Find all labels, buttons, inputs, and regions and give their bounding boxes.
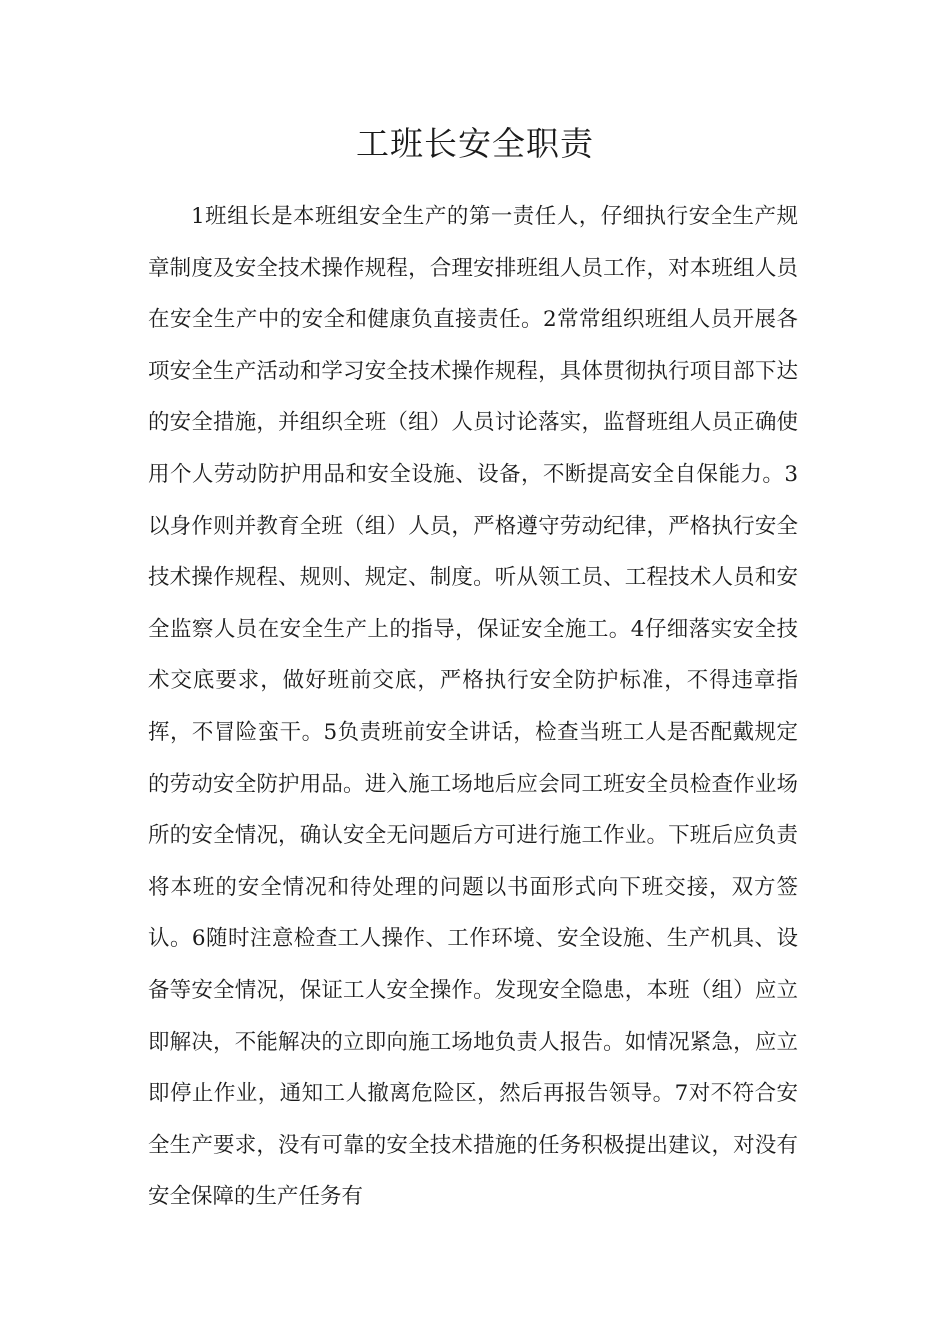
document-body-paragraph: 1班组长是本班组安全生产的第一责任人，仔细执行安全生产规章制度及安全技术操作规程，合理安排班组人员工作，对本班组人员在安全生产中的安全和健康负直接责任。2常常组织班组人员开展各项安全生产活动和学习安全技术操作规程，具体贯彻执行项目部下达的安全措施，并组织全班（组）人员讨论落实，监督班组人员正确使用个人劳动防护用品和安全设施、设备，不断提高安全自保能力。3以身作则并教育全班（组）人员，严格遵守劳动纪律，严格执行安全技术操作规程、规则、规定、制度。听从领工员、工程技术人员和安全监察人员在安全生产上的指导，保证安全施工。4仔细落实安全技术交底要求，做好班前交底，严格执行安全防护标准，不得违章指挥，不冒险蛮干。5负责班前安全讲话，检查当班工人是否配戴规定的劳动安全防护用品。进入施工场地后应会同工班安全员检查作业场所的安全情况，确认安全无问题后方可进行施工作业。下班后应负责将本班的安全情况和待处理的问题以书面形式向下班交接，双方签认。6随时注意检查工人操作、工作环境、安全设施、生产机具、设备等安全情况，保证工人安全操作。发现安全隐患，本班（组）应立即解决，不能解决的立即向施工场地负责人报告。如情况紧急，应立即停止作业，通知工人撤离危险区，然后再报告领导。7对不符合安全生产要求，没有可靠的安全技术措施的任务积极提出建议，对没有安全保障的生产任务有 bbox=[148, 204, 798, 1210]
document-title: 工班长安全职责 bbox=[356, 124, 594, 163]
